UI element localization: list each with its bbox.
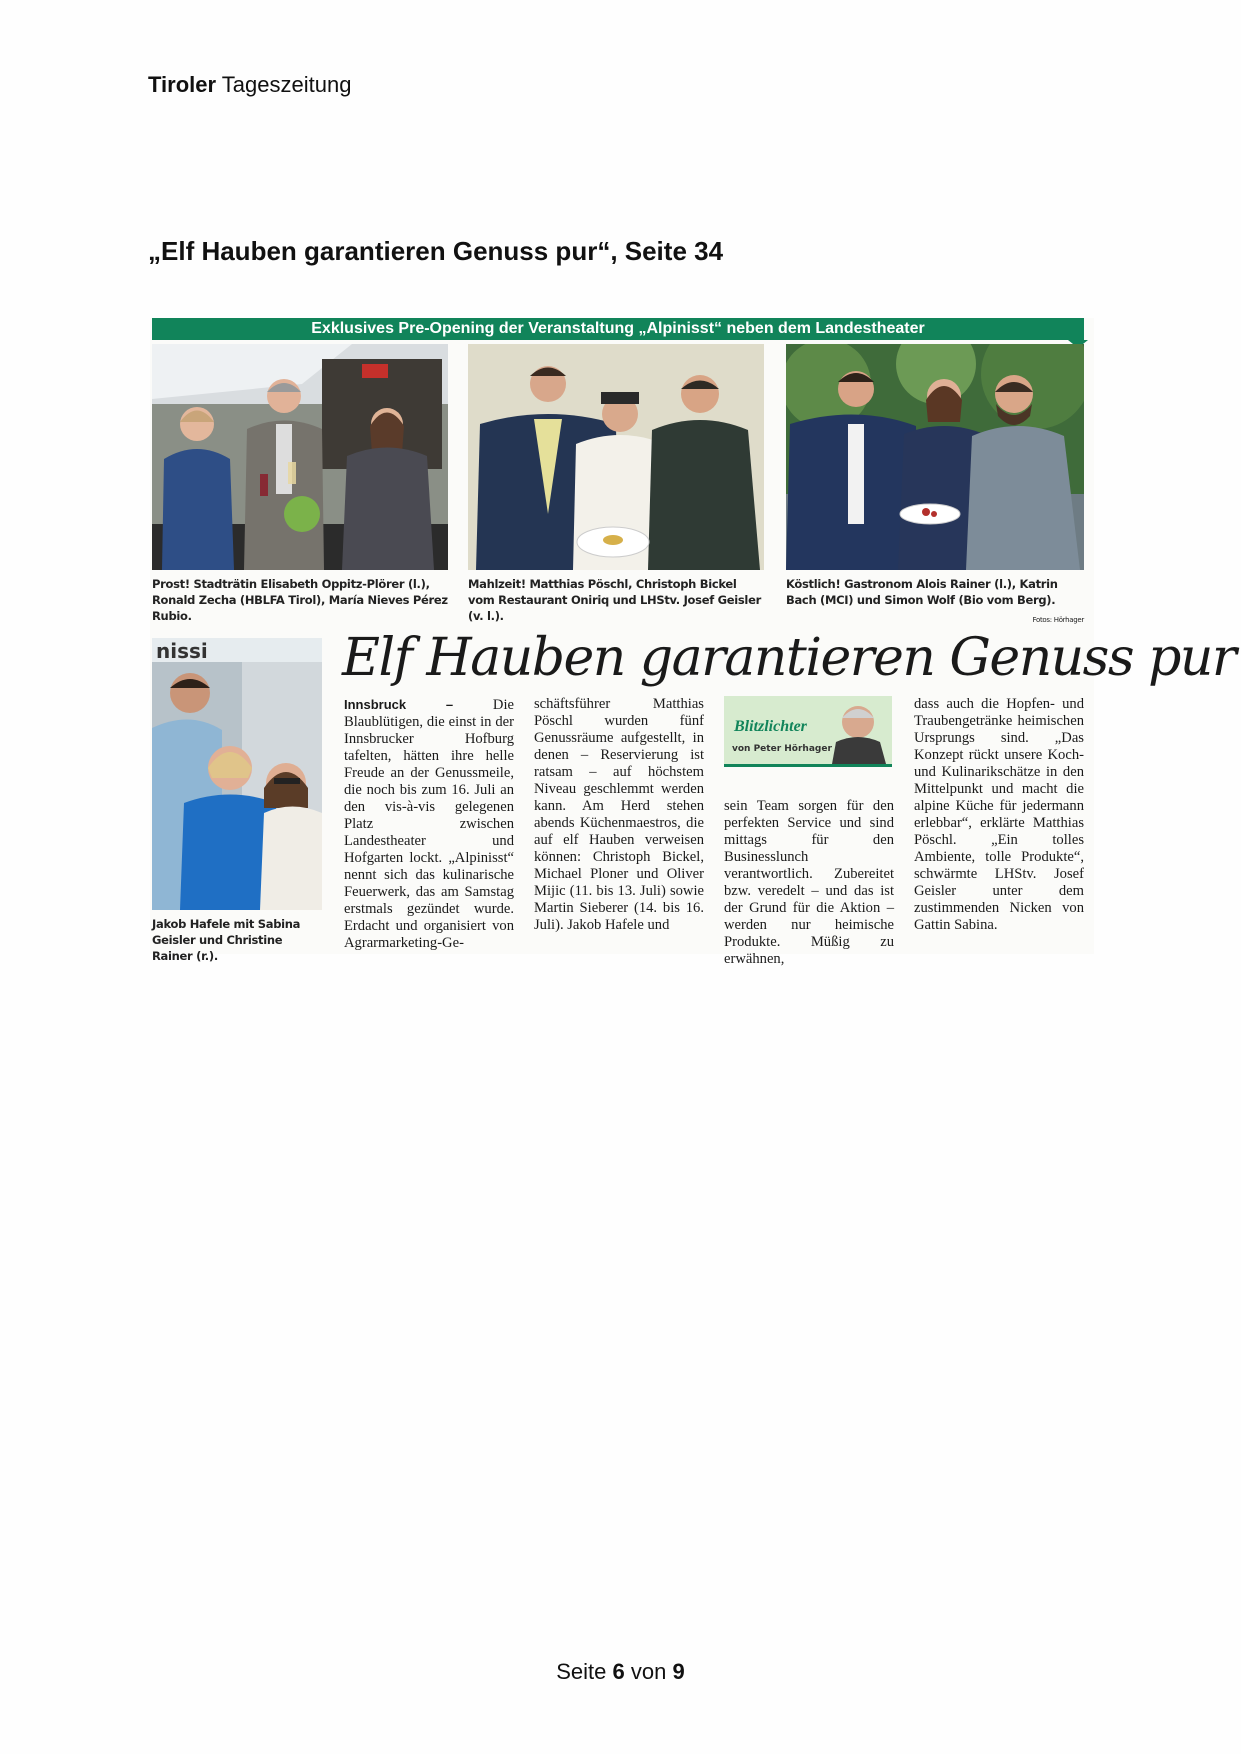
photo-prost — [152, 344, 448, 570]
blitzlichter-title: Blitzlichter — [734, 718, 807, 735]
page-footer — [0, 1659, 1241, 1685]
article-column-2: schäftsführer Matthias Pöschl wurden fünf Genussräume aufgestellt, in denen – Reservierung ist ratsam – auf höchstem Niveau geschlemmt werden kann. Am Herd stehen abends Küchenmaestros, die auf elf Hauben verweisen können: Christoph Bickel, Michael Ploner und Oliver Mijic (11. bis 13. Juli) sowie Martin Sieberer (14. bis 16. Juli). Jakob Hafele und — [534, 696, 704, 933]
article-column-4: dass auch die Hopfen- und Traubengetränke heimischen Ursprungs sind. „Das Konzept rückt unsere Koch- und Kulinarikschätze in den Mittelpunkt und macht die alpine Küche für jedermann erlebbar“, erklärte Matthias Pöschl. „Ein tolles Ambiente, tolle Produkte“, schwärmte LHStv. Josef Geisler unter dem zustimmenden Nicken von Gattin Sabina. — [914, 696, 1084, 933]
blitzlichter-author: von Peter Hörhager — [732, 744, 832, 754]
article-title: Elf Hauben garantieren Genuss pur — [342, 628, 1236, 688]
article-column-3: sein Team sorgen für den perfekten Service und sind mittags für den Businesslunch verantwortlich. Zubereitet bzw. veredelt – und das ist der Grund für die Aktion – werden nur heimische Produkte. Müßig zu erwähnen, — [724, 798, 894, 967]
publication-name-rest: Tageszeitung — [221, 72, 352, 97]
caption-photo-3 — [786, 576, 1084, 628]
caption-photo-2: Mahlzeit! Matthias Pöschl, Christoph Bickel vom Restaurant Oniriq und LHStv. Josef Geisler (v. l.). — [468, 577, 761, 623]
photo-credit: Fotos: Hörhager — [1032, 616, 1084, 624]
footer-middle: von — [630, 1659, 667, 1684]
article-reference-headline: „Elf Hauben garantieren Genuss pur“, Seite 34 — [148, 236, 724, 266]
blitzlichter-column-box — [724, 696, 892, 767]
caption-photo-4: Jakob Hafele mit Sabina Geisler und Christine Rainer (r.). — [152, 917, 301, 963]
photo-koestlich — [786, 344, 1084, 570]
footer-total-pages: 9 — [672, 1659, 685, 1684]
article-column-1 — [344, 696, 514, 952]
article-column-1-text: Die Blaublütigen, die einst in der Innsbrucker Hofburg tafelten, hätten ihre helle Freude an der Genussmeile, die noch bis zum 16. Juli an den vis-à-vis gelegenen Platz zwischen Landestheater und Hofgarten lockt. „Alpinisst“ nennt sich das kulinarische Feuerwerk, das am Samstag erstmals gezündet wurde. Erdacht und organisiert von Agrarmarketing-Ge- — [344, 697, 514, 951]
photo4-sign: nissi — [156, 639, 208, 663]
caption-photo-3-text: Köstlich! Gastronom Alois Rainer (l.), Katrin Bach (MCI) und Simon Wolf (Bio vom Berg). — [786, 577, 1058, 607]
article-lead-place: Innsbruck – — [344, 697, 454, 712]
footer-current-page: 6 — [612, 1659, 625, 1684]
newspaper-clipping — [150, 318, 1236, 967]
photo-mahlzeit — [468, 344, 764, 570]
publication-name-bold: Tiroler — [148, 72, 217, 97]
caption-photo-1: Prost! Stadträtin Elisabeth Oppitz-Plörer (l.), Ronald Zecha (HBLFA Tirol), María Nieves Pérez Rubio. — [152, 577, 448, 623]
footer-prefix: Seite — [556, 1659, 607, 1684]
photo-hafele — [152, 638, 322, 910]
publication-name — [148, 72, 351, 98]
author-portrait — [830, 696, 888, 764]
clipping-banner: Exklusives Pre-Opening der Veranstaltung „Alpinisst“ neben dem Landestheater — [152, 318, 1084, 340]
